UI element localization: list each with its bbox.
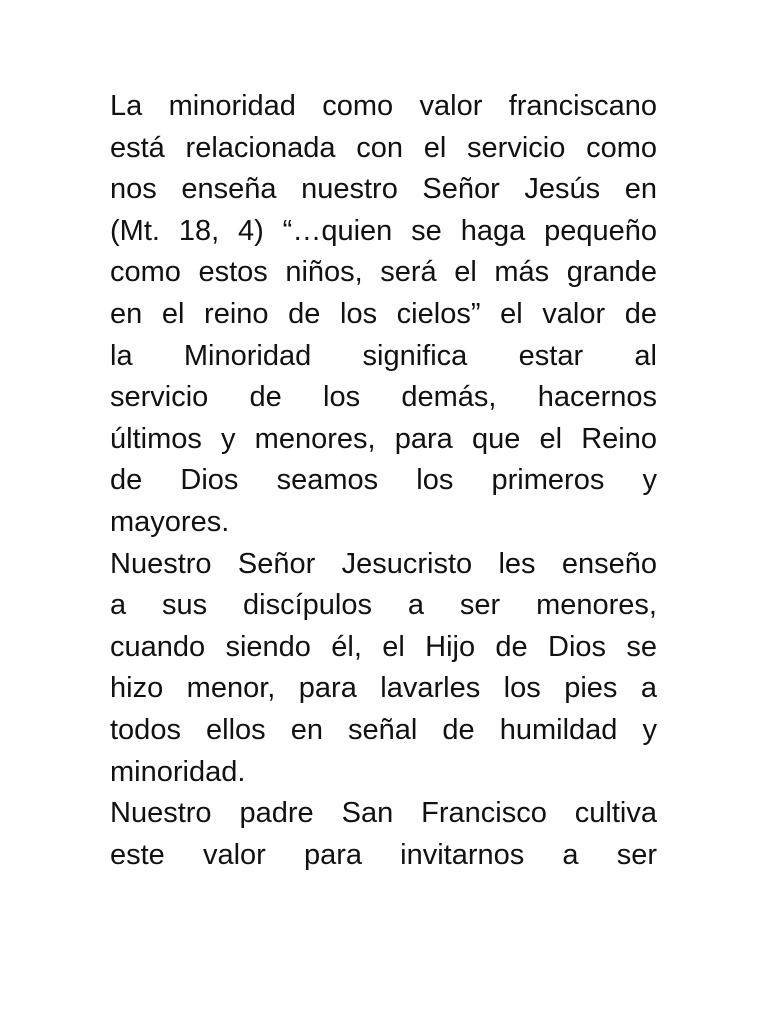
paragraph-3 (110, 793, 657, 876)
text-line: como estos niños, será el más grande (110, 256, 657, 289)
text-line: todos ellos en señal de humildad y (110, 713, 657, 746)
paragraph-2 (110, 544, 657, 794)
text-line: la Minoridad significa estar al (110, 339, 657, 372)
text-line: nos enseña nuestro Señor Jesús en (110, 173, 657, 206)
text-line: últimos y menores, para que el Reino (110, 422, 657, 455)
text-line: a sus discípulos a ser menores, (110, 589, 657, 622)
text-line: (Mt. 18, 4) “…quien se haga pequeño (110, 214, 657, 247)
text-line: de Dios seamos los primeros y (110, 464, 657, 497)
text-line: La minoridad como valor franciscano (110, 90, 657, 122)
text-line: mayores. (110, 505, 230, 538)
text-line: servicio de los demás, hacernos (110, 381, 657, 414)
text-line: está relacionada con el servicio como (110, 131, 657, 164)
paragraph-1 (110, 86, 657, 544)
text-line: Nuestro padre San Francisco cultiva (110, 797, 657, 830)
text-line: este valor para invitarnos a ser (110, 838, 657, 871)
text-line: Nuestro Señor Jesucristo les enseño (110, 547, 657, 580)
text-line: minoridad. (110, 755, 246, 788)
text-line: en el reino de los cielos” el valor de (110, 297, 657, 330)
text-line: hizo menor, para lavarles los pies a (110, 672, 657, 705)
text-line: cuando siendo él, el Hijo de Dios se (110, 630, 657, 663)
document-body (110, 86, 657, 876)
